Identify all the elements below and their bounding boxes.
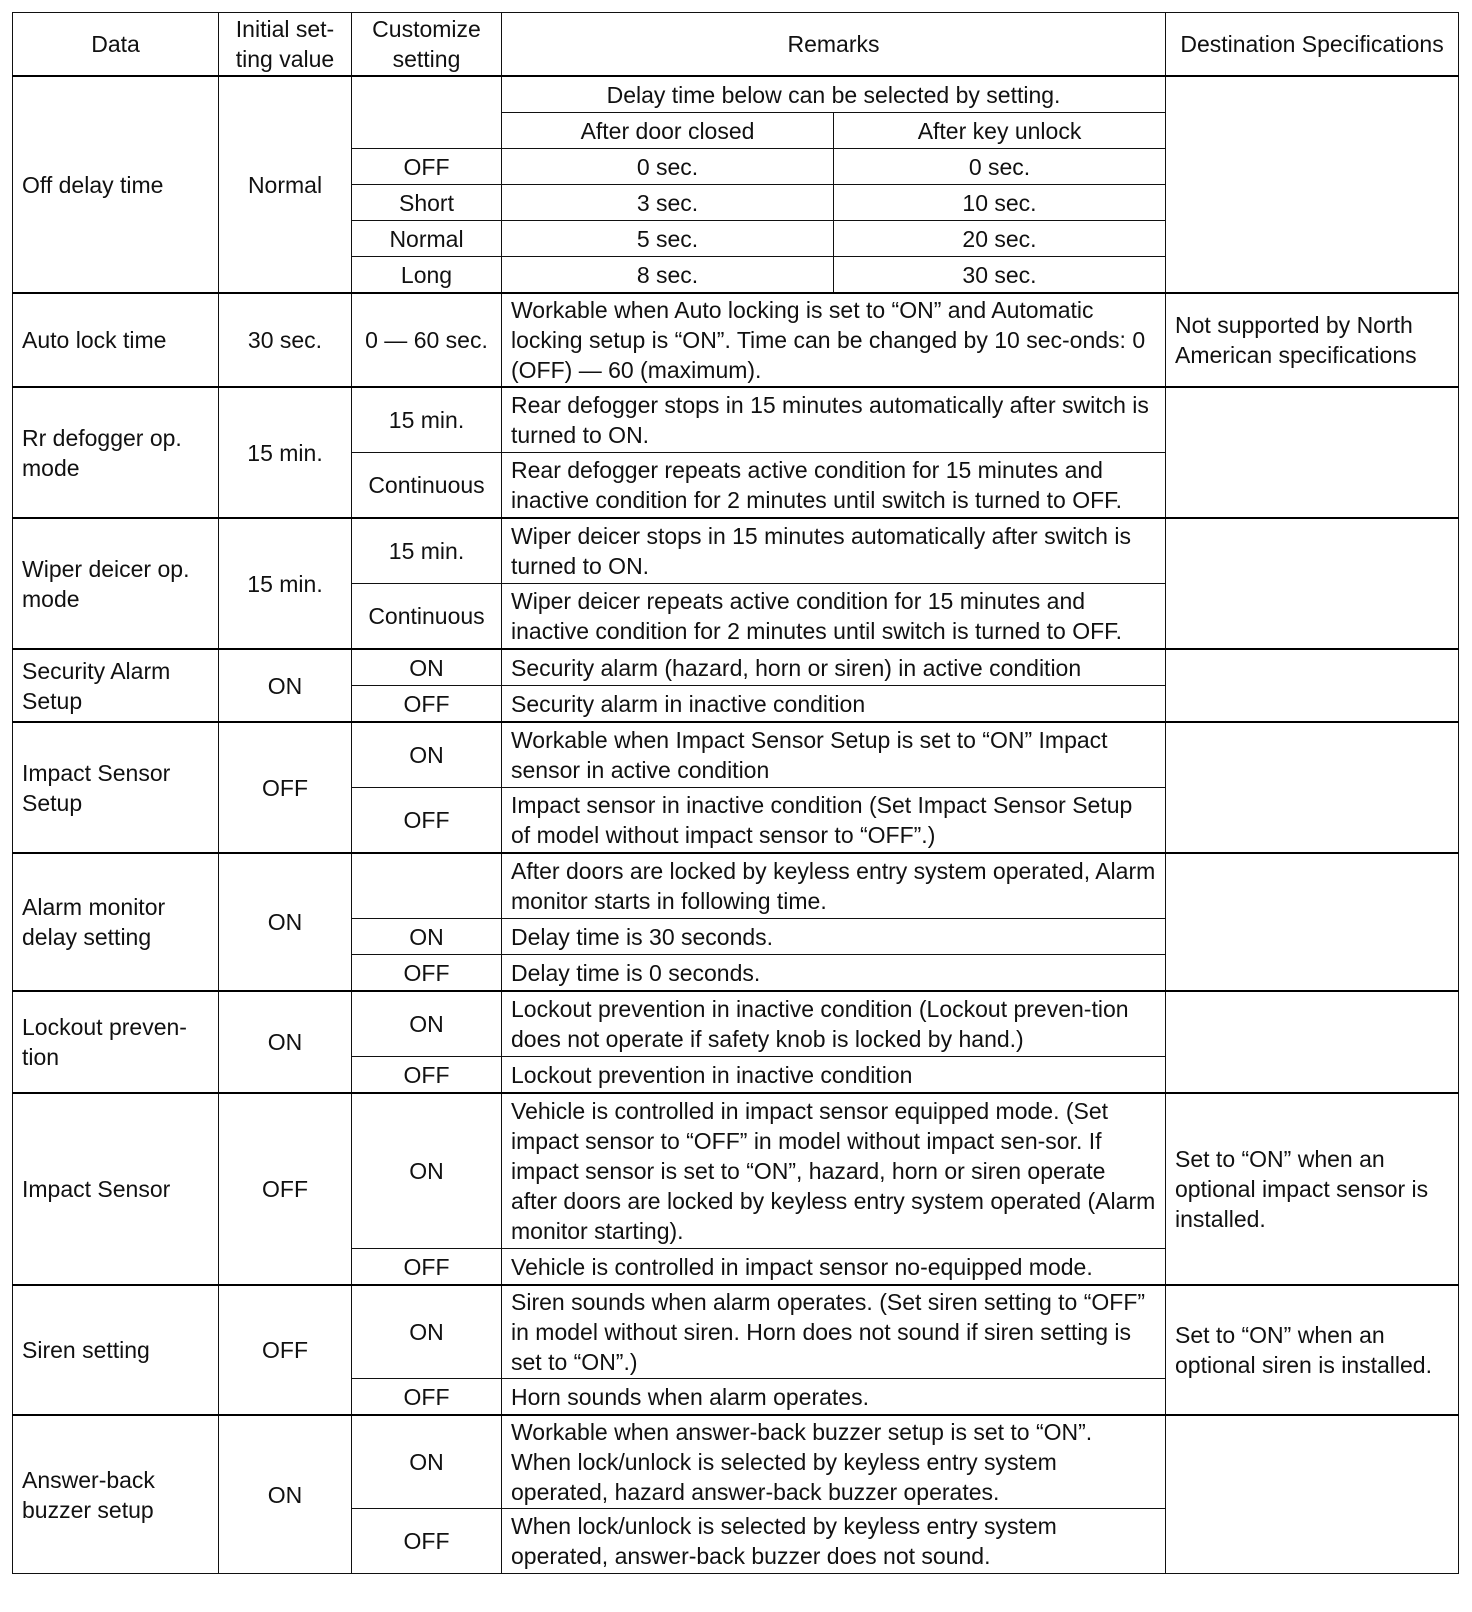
initial-value-cell: ON: [219, 1415, 352, 1574]
delay-value-cell: 30 sec.: [834, 257, 1166, 294]
header-destination: Destination Specifications: [1166, 13, 1459, 77]
remark-cell: Vehicle is controlled in impact sensor equipped mode. (Set impact sensor to “OFF” in model without impact sen-sor. If impact sensor is set to “ON”, hazard, horn or siren operate after doors are locked by keyless entry system operated (Alarm monitor starting).: [502, 1093, 1166, 1249]
delay-value-cell: 8 sec.: [502, 257, 834, 294]
header-customize-setting: Customize setting: [352, 13, 502, 77]
setting-cell: Long: [352, 257, 502, 294]
initial-value-cell: 15 min.: [219, 387, 352, 518]
table-row: [13, 1093, 1459, 1249]
remark-cell: Workable when answer-back buzzer setup is set to “ON”. When lock/unlock is selected by keyless entry system operated, hazard answer-back buzzer operates.: [502, 1415, 1166, 1509]
destination-cell-empty: [1166, 991, 1459, 1093]
data-cell: Answer-back buzzer setup: [13, 1415, 219, 1574]
initial-value-cell: ON: [219, 649, 352, 722]
data-cell: Rr defogger op. mode: [13, 387, 219, 518]
data-cell: Security Alarm Setup: [13, 649, 219, 722]
setting-cell: Normal: [352, 221, 502, 257]
spec-table-container: [12, 12, 1458, 1574]
setting-cell: 15 min.: [352, 518, 502, 584]
remark-cell: Vehicle is controlled in impact sensor no-equipped mode.: [502, 1249, 1166, 1286]
data-cell: Impact Sensor: [13, 1093, 219, 1285]
setting-cell: OFF: [352, 788, 502, 854]
setting-cell: ON: [352, 1285, 502, 1379]
data-cell: Impact Sensor Setup: [13, 722, 219, 853]
remark-cell: Security alarm (hazard, horn or siren) in active condition: [502, 649, 1166, 686]
table-row: [13, 649, 1459, 686]
setting-cell: ON: [352, 722, 502, 788]
destination-cell: Not supported by North American specifications: [1166, 293, 1459, 387]
table-row: [13, 722, 1459, 788]
customize-settings-table: [12, 12, 1459, 1574]
delay-value-cell: 0 sec.: [834, 149, 1166, 185]
remark-cell: When lock/unlock is selected by keyless entry system operated, answer-back buzzer does not sound.: [502, 1509, 1166, 1574]
remark-cell: After doors are locked by keyless entry system operated, Alarm monitor starts in following time.: [502, 853, 1166, 919]
header-row: [13, 13, 1459, 77]
setting-cell: ON: [352, 649, 502, 686]
header-data: Data: [13, 13, 219, 77]
data-cell: Off delay time: [13, 76, 219, 293]
initial-value-cell: OFF: [219, 1093, 352, 1285]
data-cell: Wiper deicer op. mode: [13, 518, 219, 649]
remark-cell: Wiper deicer stops in 15 minutes automatically after switch is turned to ON.: [502, 518, 1166, 584]
destination-cell-empty: [1166, 387, 1459, 518]
destination-cell: Set to “ON” when an optional siren is installed.: [1166, 1285, 1459, 1415]
data-cell: Lockout preven-tion: [13, 991, 219, 1093]
table-row: [13, 853, 1459, 919]
remark-cell: Workable when Impact Sensor Setup is set to “ON” Impact sensor in active condition: [502, 722, 1166, 788]
remark-cell: Lockout prevention in inactive condition: [502, 1057, 1166, 1094]
initial-value-cell: 30 sec.: [219, 293, 352, 387]
subheader-after-door-closed: After door closed: [502, 113, 834, 149]
initial-value-cell: Normal: [219, 76, 352, 293]
header-initial-value: Initial set-ting value: [219, 13, 352, 77]
setting-cell-empty: [352, 853, 502, 919]
setting-cell: OFF: [352, 1057, 502, 1094]
delay-value-cell: 3 sec.: [502, 185, 834, 221]
destination-cell-empty: [1166, 76, 1459, 293]
destination-cell-empty: [1166, 1415, 1459, 1574]
remark-cell: Security alarm in inactive condition: [502, 686, 1166, 723]
remark-cell: Impact sensor in inactive condition (Set Impact Sensor Setup of model without impact sensor to “OFF”.): [502, 788, 1166, 854]
remark-cell: Siren sounds when alarm operates. (Set siren setting to “OFF” in model without siren. Horn does not sound if siren setting is set to “ON”.): [502, 1285, 1166, 1379]
setting-cell: Short: [352, 185, 502, 221]
setting-cell: Continuous: [352, 453, 502, 519]
initial-value-cell: OFF: [219, 1285, 352, 1415]
remark-cell: Delay time is 0 seconds.: [502, 955, 1166, 992]
initial-value-cell: 15 min.: [219, 518, 352, 649]
delay-value-cell: 0 sec.: [502, 149, 834, 185]
setting-cell: OFF: [352, 955, 502, 992]
destination-cell-empty: [1166, 722, 1459, 853]
setting-cell: 0 — 60 sec.: [352, 293, 502, 387]
setting-cell: Continuous: [352, 584, 502, 650]
table-row: [13, 1285, 1459, 1379]
delay-value-cell: 10 sec.: [834, 185, 1166, 221]
initial-value-cell: OFF: [219, 722, 352, 853]
table-row: [13, 991, 1459, 1057]
table-row: [13, 76, 1459, 113]
remark-cell: Wiper deicer repeats active condition for 15 minutes and inactive condition for 2 minutes until switch is turned to OFF.: [502, 584, 1166, 650]
remark-cell: Rear defogger stops in 15 minutes automatically after switch is turned to ON.: [502, 387, 1166, 453]
setting-cell: OFF: [352, 1509, 502, 1574]
data-cell: Auto lock time: [13, 293, 219, 387]
data-cell: Alarm monitor delay setting: [13, 853, 219, 991]
initial-value-cell: ON: [219, 853, 352, 991]
header-remarks: Remarks: [502, 13, 1166, 77]
delay-value-cell: 20 sec.: [834, 221, 1166, 257]
destination-cell-empty: [1166, 518, 1459, 649]
setting-cell: ON: [352, 991, 502, 1057]
subheader-after-key-unlock: After key unlock: [834, 113, 1166, 149]
table-row: [13, 387, 1459, 453]
remark-cell: Workable when Auto locking is set to “ON” and Automatic locking setup is “ON”. Time can be changed by 10 sec-onds: 0 (OFF) — 60 (maximum).: [502, 293, 1166, 387]
table-row: [13, 518, 1459, 584]
remark-cell: Rear defogger repeats active condition for 15 minutes and inactive condition for 2 minutes until switch is turned to OFF.: [502, 453, 1166, 519]
destination-cell-empty: [1166, 649, 1459, 722]
remark-cell: Lockout prevention in inactive condition (Lockout preven-tion does not operate if safety knob is locked by hand.): [502, 991, 1166, 1057]
setting-cell: ON: [352, 919, 502, 955]
remark-cell: Delay time is 30 seconds.: [502, 919, 1166, 955]
data-cell: Siren setting: [13, 1285, 219, 1415]
setting-cell: OFF: [352, 149, 502, 185]
table-row: [13, 293, 1459, 387]
initial-value-cell: ON: [219, 991, 352, 1093]
table-row: [13, 1415, 1459, 1509]
setting-cell-empty: [352, 76, 502, 149]
setting-cell: OFF: [352, 686, 502, 723]
setting-cell: ON: [352, 1093, 502, 1249]
remark-cell: Horn sounds when alarm operates.: [502, 1379, 1166, 1416]
setting-cell: 15 min.: [352, 387, 502, 453]
setting-cell: OFF: [352, 1249, 502, 1286]
setting-cell: ON: [352, 1415, 502, 1509]
remark-cell: Delay time below can be selected by setting.: [502, 76, 1166, 113]
destination-cell: Set to “ON” when an optional impact sensor is installed.: [1166, 1093, 1459, 1285]
setting-cell: OFF: [352, 1379, 502, 1416]
destination-cell-empty: [1166, 853, 1459, 991]
delay-value-cell: 5 sec.: [502, 221, 834, 257]
